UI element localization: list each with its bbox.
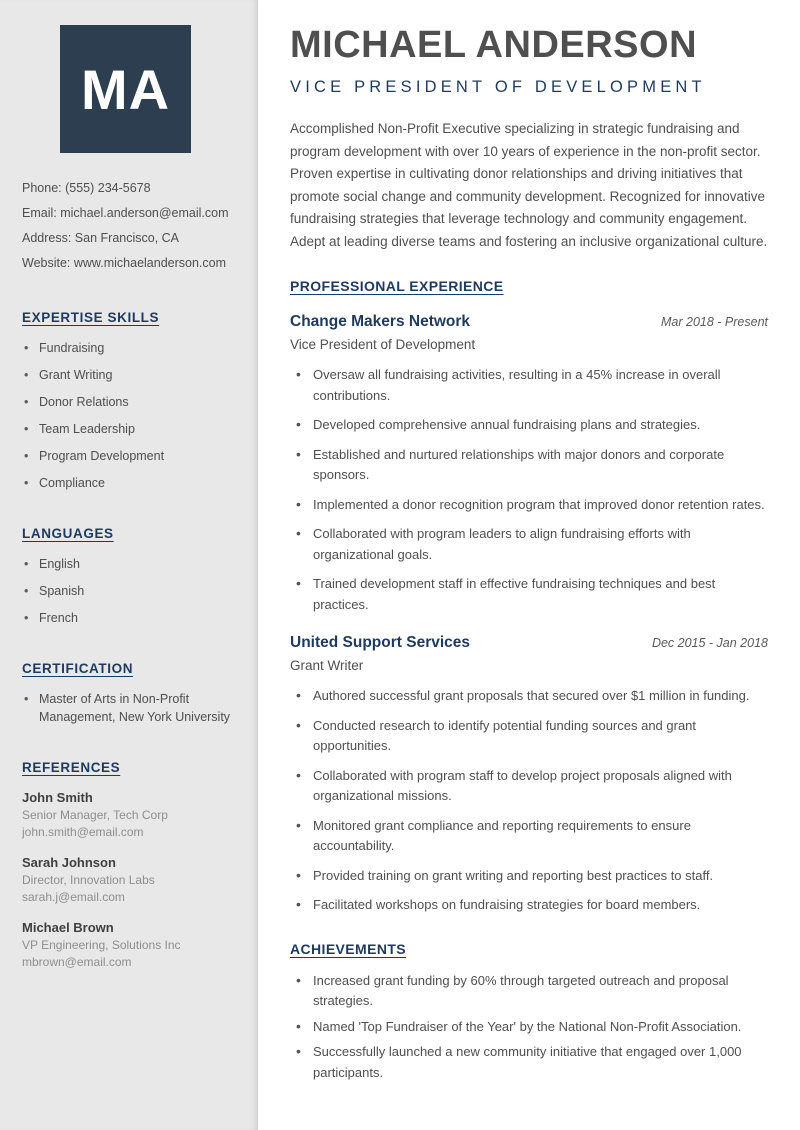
achievement-list [290,971,768,1084]
job-entry [290,634,768,916]
summary-text: Accomplished Non-Profit Executive specializing in strategic fundraising and program development with over 10 years of experience in the non-profit sector. Proven expertise in cultivating donor relationships and driving initiatives that promote social change and community development. Recognized for innovative fundraising strategies that leverage technology and community engagement. Adept at leading diverse teams and fostering an inclusive organizational culture. [290,121,768,249]
job-role: Grant Writer [290,658,364,673]
job-bullet: • Developed comprehensive annual fundraising plans and strategies. [296,415,768,436]
contact-website: Website: www.michaelanderson.com [22,256,227,270]
sidebar-section-title-references: REFERENCES [22,760,121,775]
contact-address: Address: San Francisco, CA [22,231,180,245]
reference-entry [22,854,244,906]
sidebar-section-title-languages: LANGUAGES [22,526,114,541]
job-bullet: • Implemented a donor recognition program that improved donor retention rates. [296,495,768,516]
language-item: • Spanish [22,582,244,600]
achievement-bullet: • Successfully launched a new community initiative that engaged over 1,000 participants. [296,1042,768,1083]
contact-email: Email: michael.anderson@email.com [22,206,229,220]
sidebar-section-title-skills: EXPERTISE SKILLS [22,310,160,325]
job-dates: Mar 2018 - Present [661,315,768,329]
skill-item: • Grant Writing [22,366,244,384]
contact-block [22,176,244,276]
job-bullet-list [290,365,768,615]
skill-item: • Fundraising [22,339,244,357]
reference-entry [22,789,244,841]
skill-item: • Program Development [22,447,244,465]
achievements-section [290,941,768,1084]
reference-email: mbrown@email.com [22,955,132,969]
job-bullet-list [290,686,768,916]
skill-item: • Compliance [22,474,244,492]
job-header [290,634,768,652]
reference-email: sarah.j@email.com [22,890,125,904]
job-bullet: • Conducted research to identify potential funding sources and grant opportunities. [296,716,768,757]
job-header [290,313,768,331]
section-title-achievements: ACHIEVEMENTS [290,940,407,957]
job-company: Change Makers Network [290,313,471,330]
language-item: • French [22,609,244,627]
skills-list [22,339,244,492]
job-bullet: • Established and nurtured relationships with major donors and corporate sponsors. [296,445,768,486]
job-bullet: • Facilitated workshops on fundraising strategies for board members. [296,895,768,916]
language-item: • English [22,555,244,573]
reference-role: VP Engineering, Solutions Inc [22,938,181,952]
job-bullet: • Oversaw all fundraising activities, resulting in a 45% increase in overall contributions. [296,365,768,406]
sidebar-section-title-certification: CERTIFICATION [22,661,134,676]
contact-phone: Phone: (555) 234-5678 [22,181,151,195]
job-company: United Support Services [290,634,471,651]
reference-role: Director, Innovation Labs [22,873,155,887]
skill-item: • Donor Relations [22,393,244,411]
person-title: VICE PRESIDENT OF DEVELOPMENT [290,78,706,96]
job-entry [290,313,768,615]
reference-name: Sarah Johnson [22,855,116,870]
skill-item: • Team Leadership [22,420,244,438]
job-bullet: • Monitored grant compliance and reporting requirements to ensure accountability. [296,816,768,857]
person-name: MICHAEL ANDERSON [290,24,698,66]
monogram-initials: MA [80,57,171,121]
reference-role: Senior Manager, Tech Corp [22,808,168,822]
main-content [258,0,800,1130]
job-bullet: • Trained development staff in effective fundraising techniques and best practices. [296,574,768,615]
achievement-bullet: • Named 'Top Fundraiser of the Year' by the National Non-Profit Association. [296,1017,768,1038]
achievement-bullet: • Increased grant funding by 60% through targeted outreach and proposal strategies. [296,971,768,1012]
monogram-badge [60,25,191,153]
languages-list [22,555,244,627]
section-title-experience: PROFESSIONAL EXPERIENCE [290,278,504,294]
sidebar [0,0,258,1130]
job-bullet: • Provided training on grant writing and reporting best practices to staff. [296,866,768,887]
job-bullet: • Authored successful grant proposals that secured over $1 million in funding. [296,686,768,707]
reference-name: Michael Brown [22,920,114,935]
reference-email: john.smith@email.com [22,825,144,839]
certification-list [22,690,244,726]
reference-name: John Smith [22,790,93,805]
job-bullet: • Collaborated with program staff to develop project proposals aligned with organizational missions. [296,766,768,807]
job-role: Vice President of Development [290,337,476,352]
job-dates: Dec 2015 - Jan 2018 [651,636,768,650]
certification-item: • Master of Arts in Non-Profit Management, New York University [22,690,244,726]
references-list [22,789,244,971]
reference-entry [22,919,244,971]
job-bullet: • Collaborated with program leaders to align fundraising efforts with organizational goals. [296,524,768,565]
